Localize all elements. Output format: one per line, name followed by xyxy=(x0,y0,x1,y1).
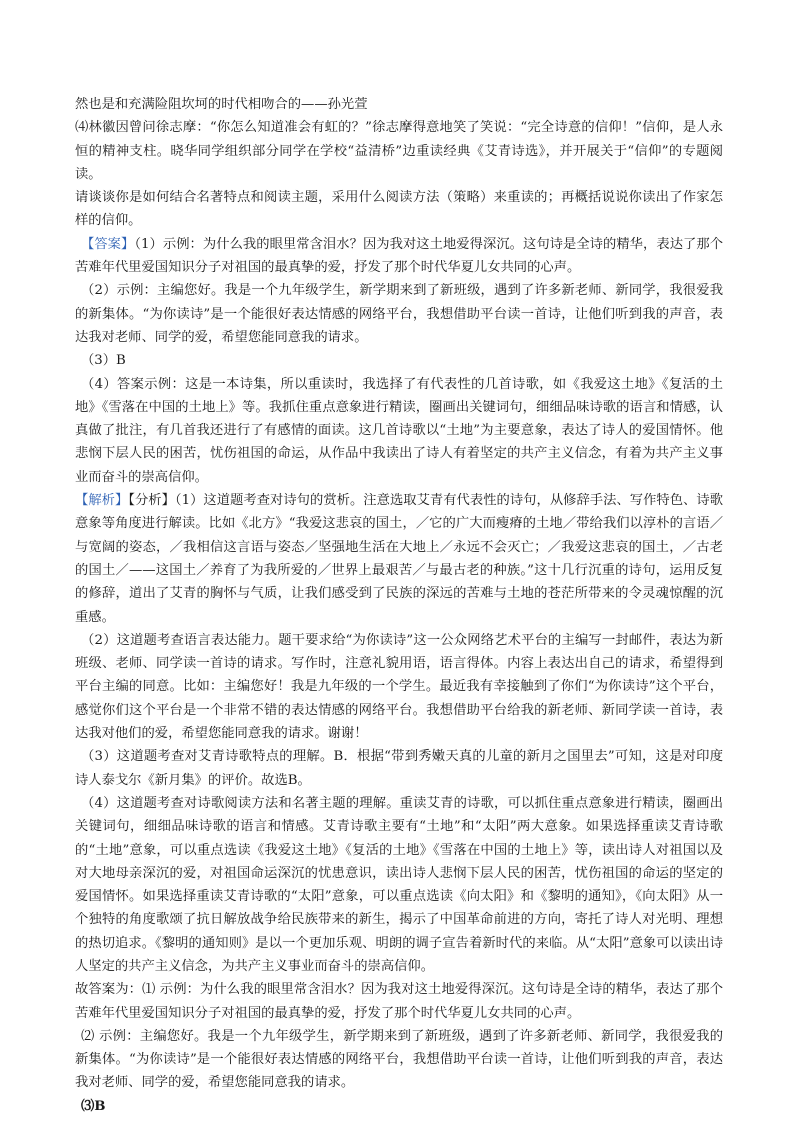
analysis-3 xyxy=(75,745,723,792)
final-answer-2 xyxy=(75,1025,723,1095)
analysis-2 xyxy=(75,629,723,745)
paragraph-text: （2）示例：主编您好。我是一个九年级学生，新学期来到了新班级，遇到了许多新老师、新同学，我很爱我的新集体。“为你读诗”是一个能很好表达情感的网络平台，我想借助平台读一首诗，让他们听到我的声音，表达我对老师、同学的爱，希望您能同意我的请求。 xyxy=(75,283,723,345)
paragraph-text: （3）这道题考查对艾青诗歌特点的理解。B．根据“带到秀嫩天真的儿童的新月之国里去”可知，这是对印度诗人泰戈尔《新月集》的评价。故选B。 xyxy=(75,749,723,788)
paragraph-text: （2）这道题考查语言表达能力。题干要求给“为你读诗”这一公众网络艺术平台的主编写一封邮件，表达为新班级、老师、同学读一首诗的请求。写作时，注意礼貌用语，语言得体。内容上表达出自己的请求，希望得到平台主编的同意。比如：主编您好！我是九年级的一个学生。最近我有幸接触到了你们“为你读诗”这个平台，感觉你们这个平台是一个非常不错的表达情感的网络平台。我想借助平台给我的新老师、新同学读一首诗，表达我对他们的爱，希望您能同意我的请求。谢谢！ xyxy=(75,632,723,742)
paragraph-text: （1）示例：为什么我的眼里常含泪水？因为我对这土地爱得深沉。这句诗是全诗的精华，表达了那个苦难年代里爱国知识分子对祖国的最真挚的爱，抒发了那个时代华夏儿女共同的心声。 xyxy=(75,236,724,276)
question-4-prompt xyxy=(75,186,723,233)
paragraph-text: 请谈谈你是如何结合名著特点和阅读主题，采用什么阅读方法（策略）来重读的；再概括说说你读出了作家怎样的信仰。 xyxy=(75,190,723,229)
analysis-label: 【解析】 xyxy=(75,493,129,509)
paragraph-text: ⑵ 示例：主编您好。我是一个九年级学生，新学期来到了新班级，遇到了许多新老师、新同学，我很爱我的新集体。“为你读诗”是一个能很好表达情感的网络平台，我想借助平台读一首诗，让他们听到我的声音，表达我对老师、同学的爱，希望您能同意我的请求。 xyxy=(75,1028,723,1091)
final-answer-3 xyxy=(75,1095,723,1118)
paragraph-text: ⑷林徽因曾问徐志摩：“你怎么知道准会有虹的？”徐志摩得意地笑了笑说：“完全诗意的信仰！”信仰，是人永恒的精神支柱。晓华同学组织部分同学在学校“益清桥”边重读经典《艾青诗选》，并开展关于“信仰”的专题阅读。 xyxy=(75,120,723,182)
answer-label: 【答案】 xyxy=(81,236,135,252)
final-answer-1 xyxy=(75,978,723,1025)
analysis-4 xyxy=(75,792,723,978)
paragraph-text: （3）B xyxy=(81,353,126,369)
paragraph-text: ⑶B xyxy=(81,1098,106,1114)
paragraph-text: 然也是和充满险阻坎坷的时代相吻合的——孙光萱 xyxy=(75,97,368,112)
paragraph-text: （4）这道题考查对诗歌阅读方法和名著主题的理解。重读艾青的诗歌，可以抓住重点意象进行精读，圈画出关键词句，细细品味诗歌的语言和情感。艾青诗歌主要有“土地”和“太阳”两大意象。如果选择重读艾青诗歌的“土地”意象，可以重点选读《我爱这土地》《复活的土地》《雪落在中国的土地上》等，读出诗人对祖国以及对大地母亲深沉的爱，对祖国命运深沉的忧患意识，读出诗人悲悯下层人民的困苦，忧伤祖国的命运的坚定的爱国情怀。如果选择重读艾青诗歌的“太阳”意象，可以重点选读《向太阳》和《黎明的通知》，《向太阳》从一个独特的角度歌颂了抗日解放战争给民族带来的新生，揭示了中国革命前进的方向，寄托了诗人对光明、理想的热切追求。《黎明的通知则》是以一个更加乐观、明朗的调子宣告着新时代的来临。从“太阳”意象可以读出诗人坚定的共产主义信念，为共产主义事业而奋斗的崇高信仰。 xyxy=(75,795,723,974)
answer-section xyxy=(75,233,723,280)
answer-3 xyxy=(75,349,723,372)
paragraph-text: （4）答案示例：这是一本诗集，所以重读时，我选择了有代表性的几首诗歌，如《我爱这土地》《复活的土地》《雪落在中国的土地上》等。我抓住重点意象进行精读，圈画出关键词句，细细品味诗歌的语言和情感，认真做了批注，有几首我还进行了有感情的面读。这几首诗歌以“土地”为主要意象，表达了诗人的爱国情怀。他悲悯下层人民的困苦，忧伤祖国的命运，从作品中我读出了诗人有着坚定的共产主义信念，有着为共产主义事业而奋斗的崇高信仰。 xyxy=(75,376,723,485)
paragraph-text: 故答案为：⑴ 示例：为什么我的眼里常含泪水？因为我对这土地爱得深沉。这句诗是全诗的精华，表达了那个苦难年代里爱国知识分子对祖国的最真挚的爱，抒发了那个时代华夏儿女共同的心声。 xyxy=(75,982,723,1021)
answer-4 xyxy=(75,373,723,489)
analysis-section xyxy=(75,489,723,629)
document-page xyxy=(75,93,723,1118)
paragraph-continuation xyxy=(75,93,723,116)
answer-2 xyxy=(75,279,723,349)
question-4 xyxy=(75,116,723,186)
paragraph-text: 【分析】（1）这道题考查对诗句的赏析。注意选取艾青有代表性的诗句，从修辞手法、写作特色、诗歌意象等角度进行解读。比如《北方》“我爱这悲哀的国土，／它的广大而瘦瘠的土地／带给我们以淳朴的言语／与宽阔的姿态，／我相信这言语与姿态／坚强地生活在大地上／永远不会灭亡；／我爱这悲哀的国土，／古老的国土／——这国土／养育了为我所爱的／世界上最艰苦／与最古老的种族。”这十几行沉重的诗句，运用反复的修辞，道出了艾青的胸怀与气质，让我们感受到了民族的深远的苦难与土地的苍茫所带来的令灵魂惊醒的沉重感。 xyxy=(75,493,723,625)
